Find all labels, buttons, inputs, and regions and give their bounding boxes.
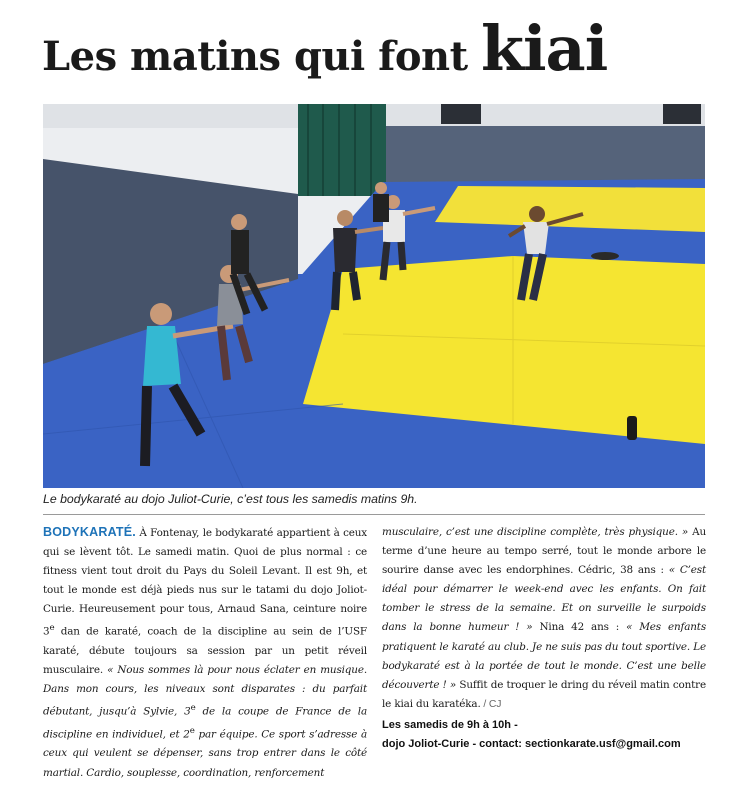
article-lead: BODYKARATÉ.	[43, 525, 136, 539]
photo-caption: Le bodykaraté au dojo Juliot-Curie, c’est tous les samedis matins 9h.	[43, 492, 418, 506]
superscript: e	[189, 725, 195, 736]
venue-contact-line: dojo Joliot-Curie - contact: sectionkarate.usf@gmail.com	[382, 738, 681, 750]
caption-divider	[43, 514, 705, 515]
body-text: Au terme d’une heure au tempo serré, tout le monde arbore le sourire danse avec les endorphines. Cédric, 38 ans :	[382, 526, 706, 577]
practical-info	[382, 716, 722, 754]
article-column-left	[43, 523, 367, 783]
quote-text: par équipe. Ce sport s’adresse à ceux qui veulent se dépenser, sans trop entrer dans le côté martial. Cardio, souplesse, coordination, renforcement	[43, 728, 367, 779]
body-text: Suffit de troquer le dring du réveil matin contre le kiai du karatéka.	[382, 678, 706, 710]
quote-text: « Mes enfants pratiquent le karaté au club. Je ne suis pas du tout sportive. Le bodykaraté est à la portée de tout le monde. C’est une belle découverte ! »	[382, 621, 706, 691]
headline-emphasis: kiai	[481, 12, 608, 85]
article-photo	[43, 104, 705, 488]
schedule-line: Les samedis de 9h à 10h -	[382, 719, 518, 731]
superscript: e	[49, 623, 55, 634]
article-column-right	[382, 523, 706, 714]
dojo-photo-illustration	[43, 104, 705, 488]
headline-text: Les matins qui font	[42, 33, 482, 80]
green-curtain	[298, 104, 386, 196]
article-body-right	[382, 523, 706, 714]
quote-text: musculaire, c’est une discipline complète, très physique. »	[382, 526, 689, 538]
body-text: dan de karaté, coach de la discipline au sein de l’USF karaté, débute toujours sa session par un petit réveil musculaire.	[43, 625, 367, 677]
body-text: Nina 42 ans :	[532, 621, 627, 634]
headline	[42, 14, 607, 92]
superscript: e	[190, 703, 196, 714]
water-bottle	[627, 416, 637, 440]
quote-text: « Nous sommes là pour nous éclater en musique. Dans mon cours, les niveaux sont disparates : du parfait débutant, jusqu’à Sylvie, 3	[43, 664, 367, 718]
quote-text: « C’est idéal pour démarrer le week-end avec les enfants. On fait tomber le stress de la semaine. Et on surveille le surpoids dans la bonne humeur ! »	[382, 564, 706, 634]
body-text: À Fontenay, le bodykaraté appartient à ceux qui se lèvent tôt. Le samedi matin. Quoi de plus normal : ce fitness vient tout droit du Pays du Soleil Levant. Il est 9h, et tout le monde est déjà pieds nus sur le tatami du dojo Joliot-Curie. Heureusement pour tous, Arnaud Sana, ceinture noire 3	[43, 527, 367, 638]
wall-padding-right	[383, 126, 705, 182]
author-signature: / CJ	[480, 698, 502, 710]
quote-text: de la coupe de France de la discipline en individuel, et 2	[43, 705, 367, 741]
article-body-left	[43, 523, 367, 783]
